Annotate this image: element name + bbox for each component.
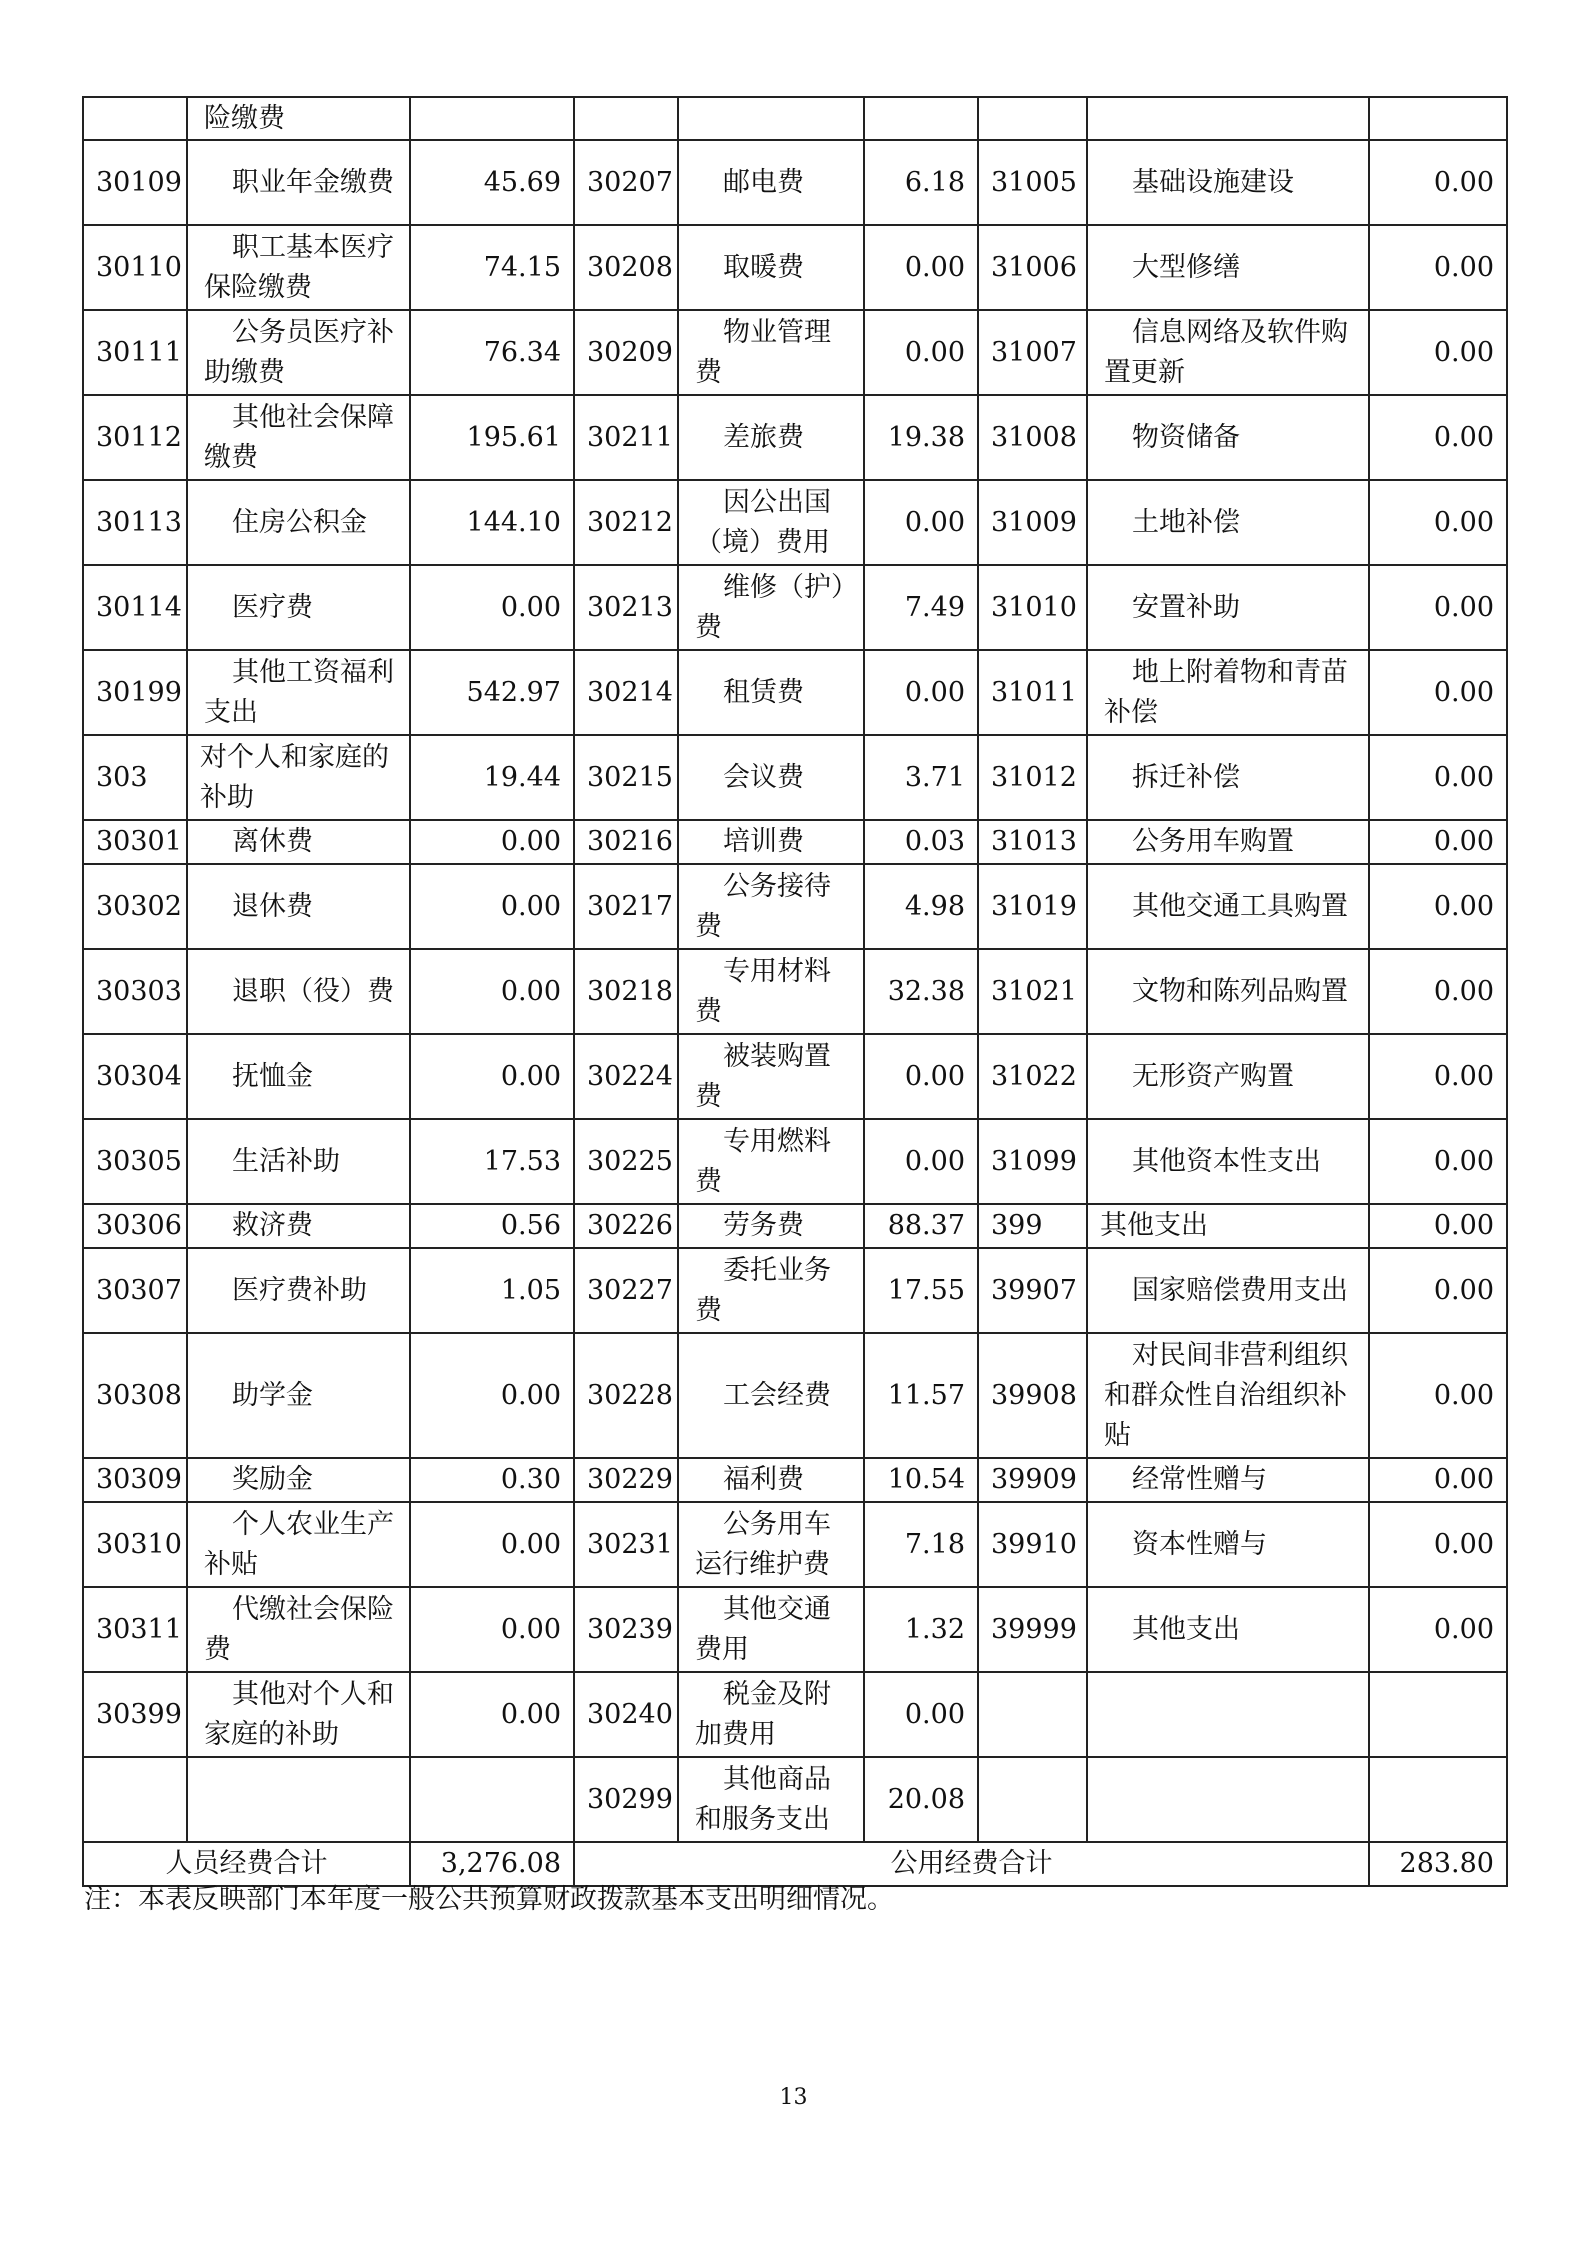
cell-name: 其他工资福利支出 <box>187 650 410 735</box>
cell-amount: 6.18 <box>864 140 978 225</box>
table-row <box>83 1672 1507 1757</box>
cell-name-fragment: 险缴费 <box>187 97 410 140</box>
cell-code: 31022 <box>978 1034 1087 1119</box>
cell-code: 30399 <box>83 1672 187 1757</box>
cell-amount: 0.00 <box>410 1333 574 1458</box>
cell-amount: 0.00 <box>1369 225 1507 310</box>
cell-name: 其他商品和服务支出 <box>678 1757 864 1842</box>
cell-amount: 195.61 <box>410 395 574 480</box>
cell-amount: 0.00 <box>1369 1458 1507 1502</box>
cell-name: 退职（役）费 <box>187 949 410 1034</box>
cell-amount: 0.00 <box>1369 480 1507 565</box>
cell-name: 土地补偿 <box>1087 480 1369 565</box>
cell-code: 30310 <box>83 1502 187 1587</box>
cell-name: 拆迁补偿 <box>1087 735 1369 820</box>
cell-amount: 0.00 <box>410 565 574 650</box>
cell-amount <box>1369 1757 1507 1842</box>
cell-name: 其他对个人和家庭的补助 <box>187 1672 410 1757</box>
cell-code <box>978 1672 1087 1757</box>
cell-amount: 0.00 <box>864 1672 978 1757</box>
cell-code: 30305 <box>83 1119 187 1204</box>
cell-code <box>83 1757 187 1842</box>
public-total-label: 公用经费合计 <box>574 1842 1369 1886</box>
cell-amount: 0.00 <box>1369 1333 1507 1458</box>
cell-amount: 32.38 <box>864 949 978 1034</box>
cell-name: 对民间非营利组织和群众性自治组织补贴 <box>1087 1333 1369 1458</box>
cell-name <box>187 1757 410 1842</box>
cell-name: 公务用车购置 <box>1087 820 1369 864</box>
cell-name: 取暖费 <box>678 225 864 310</box>
cell-name: 奖励金 <box>187 1458 410 1502</box>
cell-amount: 3.71 <box>864 735 978 820</box>
cell-name: 其他交通工具购置 <box>1087 864 1369 949</box>
table-row <box>83 225 1507 310</box>
cell-amount: 0.00 <box>1369 1119 1507 1204</box>
cell-amount: 0.00 <box>864 480 978 565</box>
cell-amount: 0.00 <box>1369 735 1507 820</box>
cell-name <box>1087 1672 1369 1757</box>
cell-name: 无形资产购置 <box>1087 1034 1369 1119</box>
cell-code: 30111 <box>83 310 187 395</box>
cell-code: 30110 <box>83 225 187 310</box>
table-row <box>83 1248 1507 1333</box>
cell-amount: 0.00 <box>864 650 978 735</box>
cell-amount: 1.32 <box>864 1587 978 1672</box>
cell-code: 30212 <box>574 480 678 565</box>
cell-name: 物业管理费 <box>678 310 864 395</box>
cell-amount: 45.69 <box>410 140 574 225</box>
cell-code: 30109 <box>83 140 187 225</box>
cell-code: 30225 <box>574 1119 678 1204</box>
cell-amount: 19.44 <box>410 735 574 820</box>
cell-amount: 0.00 <box>1369 1034 1507 1119</box>
cell-amount: 0.00 <box>410 1587 574 1672</box>
cell-name: 租赁费 <box>678 650 864 735</box>
cell-name: 其他社会保障缴费 <box>187 395 410 480</box>
cell-name <box>1087 1757 1369 1842</box>
cell-name: 福利费 <box>678 1458 864 1502</box>
cell-code: 31008 <box>978 395 1087 480</box>
cell-code: 39907 <box>978 1248 1087 1333</box>
cell-code: 31010 <box>978 565 1087 650</box>
cell-name: 委托业务费 <box>678 1248 864 1333</box>
cell-name: 专用材料费 <box>678 949 864 1034</box>
cell-amount: 0.00 <box>410 1672 574 1757</box>
cell-amount: 0.00 <box>410 820 574 864</box>
page-number: 13 <box>779 2085 808 2110</box>
cell-name: 邮电费 <box>678 140 864 225</box>
cell-name: 退休费 <box>187 864 410 949</box>
cell-amount: 17.55 <box>864 1248 978 1333</box>
cell-amount: 0.00 <box>1369 650 1507 735</box>
cell-code: 30228 <box>574 1333 678 1458</box>
cell-amount: 0.00 <box>1369 310 1507 395</box>
cell-amount: 76.34 <box>410 310 574 395</box>
cell-amount: 0.00 <box>410 864 574 949</box>
cell-code: 30301 <box>83 820 187 864</box>
cell-code: 30239 <box>574 1587 678 1672</box>
cell-code: 31005 <box>978 140 1087 225</box>
cell-name: 代缴社会保险费 <box>187 1587 410 1672</box>
cell-code: 30217 <box>574 864 678 949</box>
cell-name: 公务员医疗补助缴费 <box>187 310 410 395</box>
cell-amount: 7.18 <box>864 1502 978 1587</box>
cell-amount <box>864 97 978 140</box>
cell-name: 因公出国（境）费用 <box>678 480 864 565</box>
cell-amount: 19.38 <box>864 395 978 480</box>
table-row <box>83 1757 1507 1842</box>
cell-name: 国家赔偿费用支出 <box>1087 1248 1369 1333</box>
cell-amount: 20.08 <box>864 1757 978 1842</box>
cell-code: 31006 <box>978 225 1087 310</box>
cell-amount: 11.57 <box>864 1333 978 1458</box>
cell-code <box>574 97 678 140</box>
cell-name: 经常性赠与 <box>1087 1458 1369 1502</box>
cell-code: 30216 <box>574 820 678 864</box>
cell-amount: 1.05 <box>410 1248 574 1333</box>
table-row <box>83 565 1507 650</box>
cell-amount: 10.54 <box>864 1458 978 1502</box>
table-row-fragment <box>83 97 1507 140</box>
basic-expenditure-detail-table <box>82 96 1508 1887</box>
cell-name: 安置补助 <box>1087 565 1369 650</box>
cell-name: 其他交通费用 <box>678 1587 864 1672</box>
cell-amount: 0.56 <box>410 1204 574 1248</box>
cell-name: 对个人和家庭的补助 <box>187 735 410 820</box>
table-row <box>83 820 1507 864</box>
cell-code: 30224 <box>574 1034 678 1119</box>
cell-amount: 88.37 <box>864 1204 978 1248</box>
cell-name: 公务用车运行维护费 <box>678 1502 864 1587</box>
cell-name: 地上附着物和青苗补偿 <box>1087 650 1369 735</box>
cell-code: 39910 <box>978 1502 1087 1587</box>
cell-name: 被装购置费 <box>678 1034 864 1119</box>
cell-amount: 0.00 <box>864 1119 978 1204</box>
table-row <box>83 140 1507 225</box>
cell-name: 培训费 <box>678 820 864 864</box>
cell-amount: 0.00 <box>410 1502 574 1587</box>
cell-amount: 0.30 <box>410 1458 574 1502</box>
personnel-total-value: 3,276.08 <box>410 1842 574 1886</box>
cell-name: 离休费 <box>187 820 410 864</box>
cell-name: 其他支出 <box>1087 1587 1369 1672</box>
table-row <box>83 949 1507 1034</box>
cell-amount <box>410 1757 574 1842</box>
cell-code: 399 <box>978 1204 1087 1248</box>
table-row <box>83 1333 1507 1458</box>
cell-amount: 0.00 <box>1369 820 1507 864</box>
cell-code: 30308 <box>83 1333 187 1458</box>
cell-code: 39999 <box>978 1587 1087 1672</box>
cell-amount: 0.00 <box>1369 1204 1507 1248</box>
cell-name: 助学金 <box>187 1333 410 1458</box>
cell-amount: 4.98 <box>864 864 978 949</box>
cell-name <box>1087 97 1369 140</box>
table-row <box>83 735 1507 820</box>
cell-code: 30309 <box>83 1458 187 1502</box>
cell-code: 30208 <box>574 225 678 310</box>
cell-amount: 0.00 <box>1369 1502 1507 1587</box>
cell-name: 差旅费 <box>678 395 864 480</box>
cell-name: 救济费 <box>187 1204 410 1248</box>
table-row <box>83 395 1507 480</box>
table-row <box>83 1587 1507 1672</box>
cell-code: 30240 <box>574 1672 678 1757</box>
cell-code: 31011 <box>978 650 1087 735</box>
cell-code: 30303 <box>83 949 187 1034</box>
cell-name: 职工基本医疗保险缴费 <box>187 225 410 310</box>
table-row <box>83 1119 1507 1204</box>
cell-code: 30218 <box>574 949 678 1034</box>
cell-name: 医疗费 <box>187 565 410 650</box>
cell-code <box>83 97 187 140</box>
cell-name: 工会经费 <box>678 1333 864 1458</box>
cell-amount: 0.00 <box>410 1034 574 1119</box>
cell-code: 30112 <box>83 395 187 480</box>
cell-code: 30113 <box>83 480 187 565</box>
cell-code: 39909 <box>978 1458 1087 1502</box>
cell-amount: 542.97 <box>410 650 574 735</box>
cell-name: 大型修缮 <box>1087 225 1369 310</box>
cell-amount <box>1369 97 1507 140</box>
cell-name: 其他支出 <box>1087 1204 1369 1248</box>
cell-code: 30211 <box>574 395 678 480</box>
cell-code: 303 <box>83 735 187 820</box>
cell-code: 30231 <box>574 1502 678 1587</box>
cell-name: 其他资本性支出 <box>1087 1119 1369 1204</box>
cell-amount: 0.00 <box>1369 1587 1507 1672</box>
cell-code: 39908 <box>978 1333 1087 1458</box>
cell-code: 30209 <box>574 310 678 395</box>
cell-amount: 144.10 <box>410 480 574 565</box>
cell-amount: 0.00 <box>864 310 978 395</box>
cell-code: 30114 <box>83 565 187 650</box>
cell-code: 30214 <box>574 650 678 735</box>
table-body <box>83 97 1507 1842</box>
cell-code: 31021 <box>978 949 1087 1034</box>
table-row <box>83 1458 1507 1502</box>
cell-name: 职业年金缴费 <box>187 140 410 225</box>
cell-name: 文物和陈列品购置 <box>1087 949 1369 1034</box>
table-row <box>83 310 1507 395</box>
cell-code: 30213 <box>574 565 678 650</box>
cell-code: 31009 <box>978 480 1087 565</box>
cell-amount: 0.00 <box>864 225 978 310</box>
cell-amount <box>410 97 574 140</box>
cell-code: 30215 <box>574 735 678 820</box>
cell-code: 31007 <box>978 310 1087 395</box>
cell-amount: 0.00 <box>1369 949 1507 1034</box>
cell-name: 生活补助 <box>187 1119 410 1204</box>
cell-code: 30227 <box>574 1248 678 1333</box>
cell-name: 医疗费补助 <box>187 1248 410 1333</box>
cell-amount: 17.53 <box>410 1119 574 1204</box>
cell-amount: 74.15 <box>410 225 574 310</box>
cell-name: 信息网络及软件购置更新 <box>1087 310 1369 395</box>
table-row <box>83 1502 1507 1587</box>
cell-code: 30304 <box>83 1034 187 1119</box>
cell-name: 维修（护）费 <box>678 565 864 650</box>
cell-name: 公务接待费 <box>678 864 864 949</box>
cell-code: 31019 <box>978 864 1087 949</box>
cell-name: 个人农业生产补贴 <box>187 1502 410 1587</box>
cell-code: 30229 <box>574 1458 678 1502</box>
table-note: 注：本表反映部门本年度一般公共预算财政拨款基本支出明细情况。 <box>84 1884 894 1915</box>
cell-code: 31013 <box>978 820 1087 864</box>
cell-code: 30207 <box>574 140 678 225</box>
cell-name: 抚恤金 <box>187 1034 410 1119</box>
cell-name <box>678 97 864 140</box>
table-row <box>83 650 1507 735</box>
cell-code: 30307 <box>83 1248 187 1333</box>
cell-amount: 0.00 <box>864 1034 978 1119</box>
expenditure-table-container <box>82 96 1506 1887</box>
cell-amount: 0.00 <box>1369 864 1507 949</box>
table-row <box>83 480 1507 565</box>
personnel-total-label: 人员经费合计 <box>83 1842 410 1886</box>
cell-code: 30226 <box>574 1204 678 1248</box>
cell-amount: 0.00 <box>410 949 574 1034</box>
cell-name: 基础设施建设 <box>1087 140 1369 225</box>
cell-amount: 0.03 <box>864 820 978 864</box>
cell-name: 住房公积金 <box>187 480 410 565</box>
cell-amount: 7.49 <box>864 565 978 650</box>
cell-code: 30306 <box>83 1204 187 1248</box>
cell-code <box>978 97 1087 140</box>
cell-amount: 0.00 <box>1369 1248 1507 1333</box>
cell-code: 30299 <box>574 1757 678 1842</box>
cell-code: 30302 <box>83 864 187 949</box>
cell-name: 专用燃料费 <box>678 1119 864 1204</box>
cell-code <box>978 1757 1087 1842</box>
cell-code: 31012 <box>978 735 1087 820</box>
cell-code: 30311 <box>83 1587 187 1672</box>
cell-amount: 0.00 <box>1369 565 1507 650</box>
cell-amount: 0.00 <box>1369 140 1507 225</box>
cell-name: 会议费 <box>678 735 864 820</box>
cell-amount: 0.00 <box>1369 395 1507 480</box>
cell-code: 31099 <box>978 1119 1087 1204</box>
cell-name: 资本性赠与 <box>1087 1502 1369 1587</box>
table-row <box>83 1034 1507 1119</box>
cell-code: 30199 <box>83 650 187 735</box>
public-total-value: 283.80 <box>1369 1842 1507 1886</box>
cell-name: 物资储备 <box>1087 395 1369 480</box>
cell-amount <box>1369 1672 1507 1757</box>
cell-name: 税金及附加费用 <box>678 1672 864 1757</box>
table-row <box>83 1204 1507 1248</box>
cell-name: 劳务费 <box>678 1204 864 1248</box>
table-row <box>83 864 1507 949</box>
